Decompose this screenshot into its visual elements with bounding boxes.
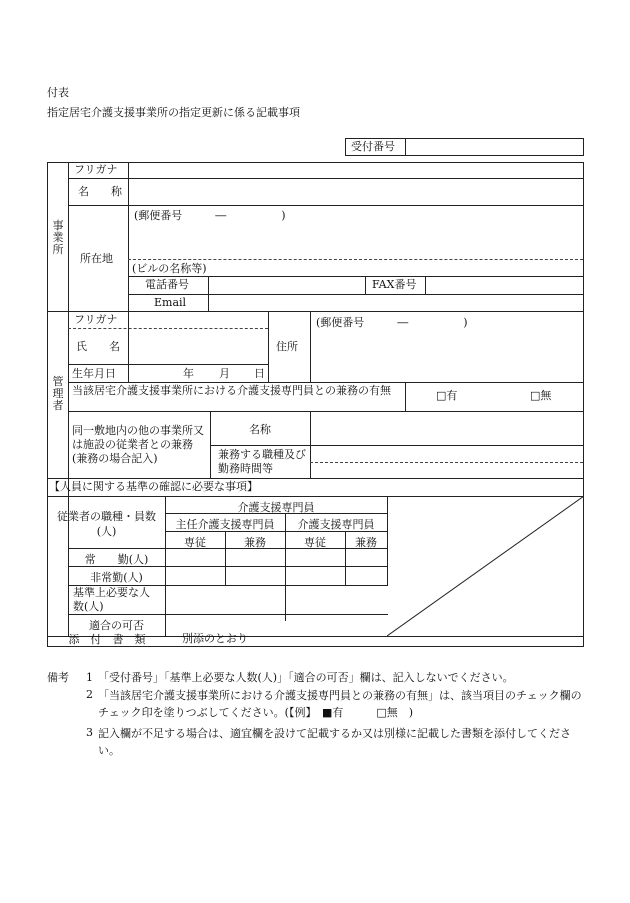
diagonal-strike (387, 496, 584, 637)
note-1-text: 「受付番号」「基準上必要な人数(人)」「適合の可否」欄は、記入しないでください。 (98, 671, 514, 684)
other-duty-label: 兼務する職種及び勤務時間等 (218, 448, 306, 475)
row-fulltime-label: 常 勤(人) (84, 553, 149, 566)
notes-label: 備考 (47, 671, 69, 684)
manager-name-label: 氏 名 (76, 340, 120, 353)
sub1-parttime-part-cell[interactable] (226, 567, 285, 585)
birth-year-unit: 年 (183, 367, 194, 380)
sub2-part-header: 兼務 (355, 536, 377, 549)
office-phone-field[interactable] (209, 277, 365, 294)
birth-day-unit: 日 (254, 367, 265, 380)
manager-address-field[interactable] (311, 333, 583, 381)
office-furigana-field[interactable] (129, 163, 583, 178)
staff-group-header: 介護支援専門員 (237, 501, 315, 514)
note-2-number: 2 (86, 688, 93, 701)
office-address-label: 所在地 (80, 252, 113, 265)
sub1-fulltime-full-cell[interactable] (166, 549, 225, 566)
sub1-full-header: 専従 (184, 536, 206, 549)
note-1-number: 1 (86, 671, 93, 684)
office-building-label: (ビルの名称等) (132, 262, 207, 275)
office-furigana-label: フリガナ (74, 163, 118, 176)
row-required-label: 基準上必要な人数(人) (73, 586, 150, 613)
attachment-value: 別添のとおり (182, 632, 248, 645)
staff-sub2-header: 介護支援専門員 (297, 518, 375, 531)
note-2-text: 「当該居宅介護支援事業所における介護支援専門員との兼務の有無」は、該当項目のチェック欄のチェック印を塗りつぶしてください。(【例】 ■有 □無 ) (98, 689, 582, 719)
office-name-field[interactable] (129, 179, 583, 205)
manager-furigana-label: フリガナ (74, 313, 118, 326)
other-duty-field[interactable] (311, 446, 583, 478)
sub2-fulltime-full-cell[interactable] (286, 549, 345, 566)
row-parttime-label: 非常勤(人) (90, 571, 143, 584)
office-name-label: 名 称 (78, 185, 122, 198)
office-section-label: 事業所 (52, 219, 64, 256)
note-3-text: 記入欄が不足する場合は、適宜欄を設けて記載するか又は別様に記載した書類を添付してください。 (98, 727, 571, 757)
sub2-parttime-part-cell[interactable] (346, 567, 387, 585)
manager-name-field[interactable] (129, 330, 268, 364)
sub1-fulltime-part-cell[interactable] (226, 549, 285, 566)
office-email-field[interactable] (209, 295, 583, 311)
manager-postal-label: (郵便番号 ― ) (316, 316, 468, 329)
concurrent-question: 当該居宅介護支援事業所における介護支援専門員との兼務の有無 (72, 384, 391, 397)
concurrent-yes-checkbox[interactable]: □有 (436, 389, 458, 402)
office-email-label: Email (154, 296, 187, 309)
manager-furigana-field[interactable] (129, 312, 268, 328)
sub1-parttime-full-cell[interactable] (166, 567, 225, 585)
other-facility-name-label: 名称 (249, 423, 271, 436)
other-facility-name-field[interactable] (311, 412, 583, 445)
office-phone-label: 電話番号 (145, 278, 189, 291)
attachment-label: 添 付 書 類 (68, 633, 146, 646)
note-3-number: 3 (86, 726, 93, 739)
other-facility-question: 同一敷地内の他の事業所又は施設の従業者との兼務(兼務の場合記入) (72, 424, 204, 465)
manager-birth-label: 生年月日 (72, 367, 116, 380)
office-postal-label: (郵便番号 ― ) (134, 209, 286, 222)
sub2-fulltime-part-cell[interactable] (346, 549, 387, 566)
receipt-label: 受付番号 (351, 140, 395, 153)
manager-section-label: 管理者 (52, 375, 64, 412)
sub1-part-header: 兼務 (244, 536, 266, 549)
form-title: 指定居宅介護支援事業所の指定更新に係る記載事項 (47, 106, 300, 119)
concurrent-no-checkbox[interactable]: □無 (530, 389, 552, 402)
sub2-parttime-full-cell[interactable] (286, 567, 345, 585)
staff-section-header: 【人員に関する基準の確認に必要な事項】 (49, 480, 258, 493)
birth-month-unit: 月 (219, 367, 230, 380)
appendix-label: 付表 (47, 86, 69, 99)
staff-sub1-header: 主任介護支援専門員 (175, 518, 275, 531)
manager-address-label: 住所 (276, 340, 298, 353)
row-conformity-label: 適合の可否 (89, 619, 144, 632)
office-address-field[interactable] (129, 226, 583, 258)
receipt-number-field[interactable] (406, 139, 583, 155)
office-fax-field[interactable] (426, 277, 583, 294)
sub2-full-header: 専従 (304, 536, 326, 549)
staff-rowhead: 従業者の職種・員数(人) (57, 510, 156, 538)
office-fax-label: FAX番号 (372, 278, 417, 291)
